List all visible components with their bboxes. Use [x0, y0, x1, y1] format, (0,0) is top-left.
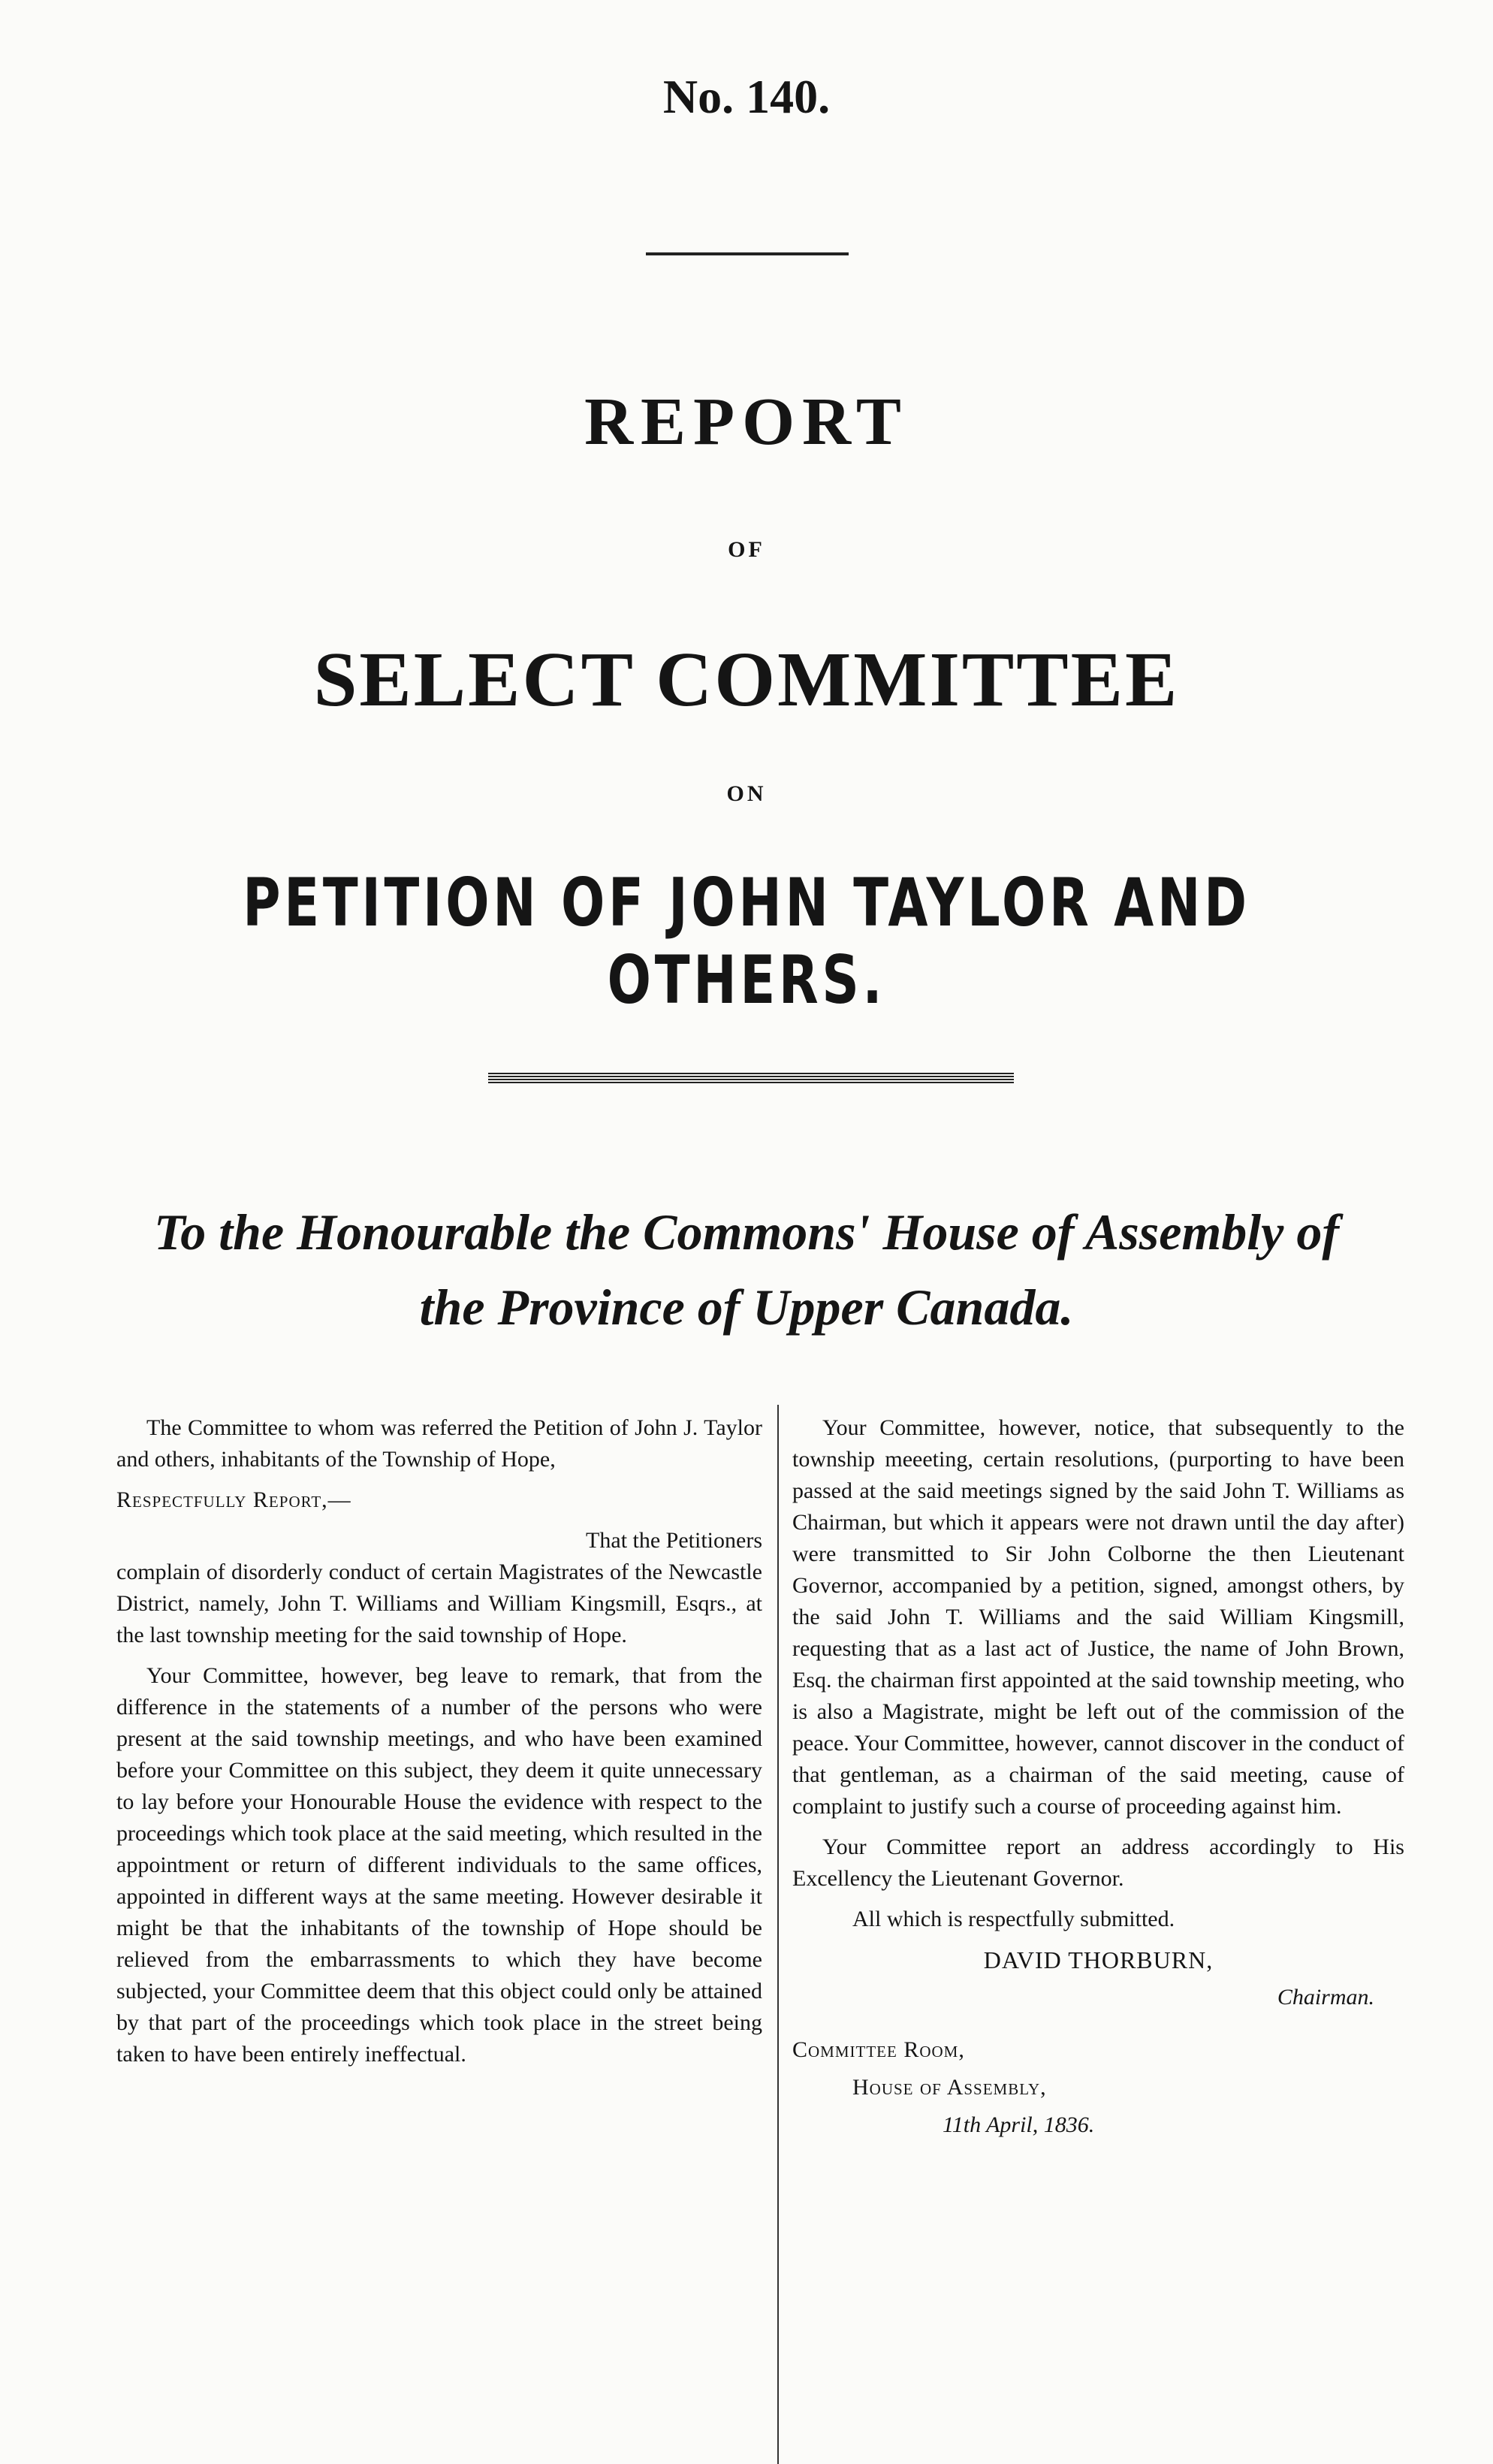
header-rule [646, 252, 849, 255]
that-petitioners: That the Petitioners [586, 1528, 762, 1553]
addressee-line-2: the Province of Upper Canada. [419, 1279, 1074, 1336]
house-of-assembly: House of Assembly, [852, 2075, 1047, 2100]
respectfully-report: Respectfully Report,— [116, 1487, 351, 1512]
report-date: 11th April, 1836. [943, 2112, 1095, 2137]
committee-heading: SELECT COMMITTEE [313, 636, 1180, 723]
report-heading: REPORT [584, 385, 909, 459]
intro-paragraph: The Committee to whom was referred the Petition of John J. Taylor and others, inhabitants of the Township of Hope, [116, 1415, 762, 1472]
of-label: OF [728, 537, 765, 562]
column-divider [777, 1405, 779, 2464]
committee-room: Committee Room, [792, 2037, 965, 2062]
signature-name: DAVID THORBURN, [983, 1946, 1214, 1973]
on-label: ON [726, 781, 767, 806]
notice-paragraph: Your Committee, however, notice, that subsequently to the township meeeting, certain resolutions, (purporting to have been passed at the said meetings signed by the said John T. Williams as Chairman, but which it appears were not drawn until the day after) were transmitted to Sir John Colborne the then Lieutenant Governor, accompanied by a petition, signed, amongst others, by the said John T. Williams and the said William Kingsmill, requesting that as a last act of Justice, the name of John Brown, Esq. the chairman first appointed at the said township meeting, who is also a Magistrate, might be left out of the commission of the peace. Your Committee, however, cannot discover in the conduct of that gentleman, as a chairman of the said meeting, cause of complaint to justify such a course of proceeding against him. [792, 1415, 1404, 1819]
document-number: No. 140. [662, 70, 831, 123]
left-column [116, 1412, 762, 2079]
double-rule [488, 1073, 1014, 1083]
address-paragraph: Your Committee report an address accordingly to His Excellency the Lieutenant Governor. [792, 1834, 1404, 1891]
petition-heading: PETITION OF JOHN TAYLOR AND OTHERS. [243, 864, 1250, 1019]
addressee-line-1: To the Honourable the Commons' House of Assembly of [153, 1203, 1339, 1261]
submitted-line: All which is respectfully submitted. [852, 1907, 1175, 1931]
remark-paragraph: Your Committee, however, beg leave to remark, that from the difference in the statements of a number of the persons who were present at the said township meetings, and who have been examined before your Committee on this subject, they deem it quite unnecessary to lay before your Honourable House the evidence with respect to the proceedings which took place at the said meeting, which resulted in the appointment or return of different individuals to the same offices, appointed in different ways at the same meeting. However desirable it might be that the inhabitants of the township of Hope should be relieved from the embarrassments to which they have become subjected, your Committee deem that this object could only be attained by that part of the proceedings which took place in the street being taken to have been entirely ineffectual. [116, 1663, 762, 2067]
that-line-wrap [116, 1525, 762, 1557]
addressee [0, 1194, 1493, 1345]
right-column [792, 1412, 1404, 2141]
complaint-paragraph: complain of disorderly conduct of certain Magistrates of the Newcastle District, namely, John T. Williams and William Kingsmill, Esqrs., at the last township meeting for the said township of Hope. [116, 1560, 762, 1647]
signature-title: Chairman. [1277, 1985, 1374, 2010]
